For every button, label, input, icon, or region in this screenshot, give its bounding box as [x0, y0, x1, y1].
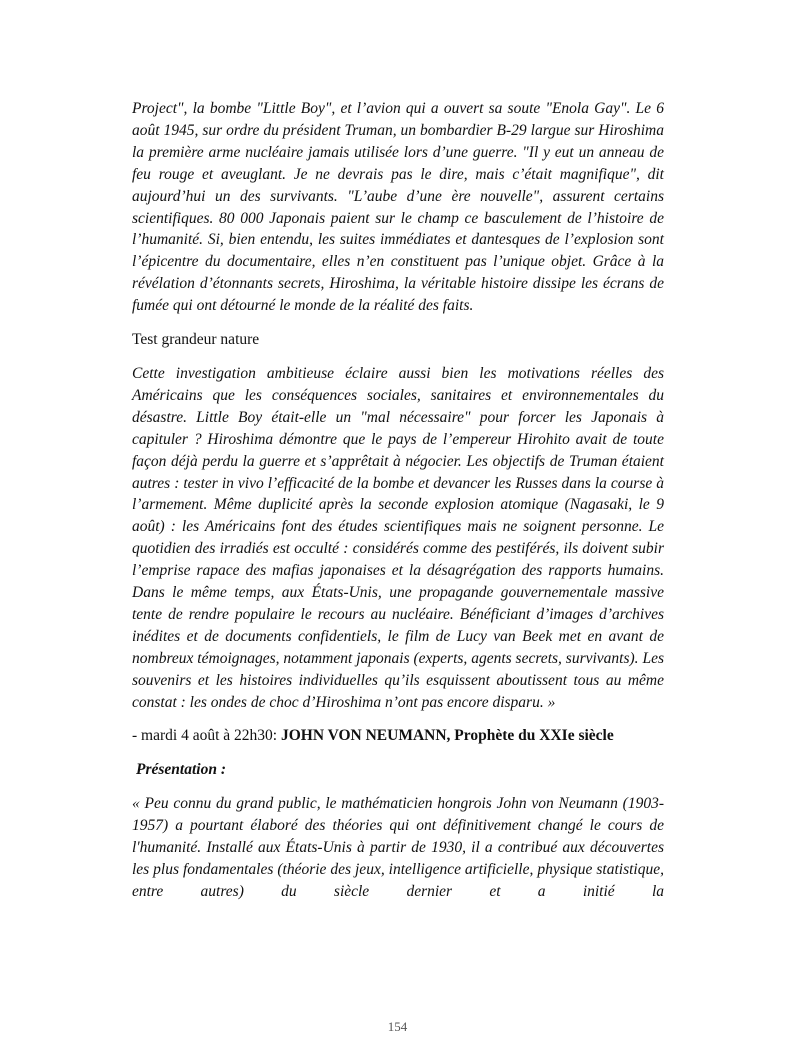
program-entry [132, 725, 664, 747]
program-date: - mardi 4 août à 22h30: [132, 727, 281, 745]
document-page [132, 98, 664, 903]
section-subheading: Test grandeur nature [132, 331, 260, 349]
body-paragraph: Project", la bombe "Little Boy", et l’avion qui a ouvert sa soute "Enola Gay". Le 6 août 1945, sur ordre du président Truman, un bombardier B-29 largue sur Hiroshima la première arme nucléaire jamais utilisée lors d’une guerre. "Il y eut un anneau de feu rouge et aveuglant. Je ne devrais pas le dire, mais c’était magnifique", dit aujourd’hui un des survivants. "L’aube d’une ère nouvelle", assurent certains scientifiques. 80 000 Japonais paient sur le champ ce basculement de l’histoire de l’humanité. Si, bien entendu, les suites immédiates et dantesques de l’explosion sont l’épicentre du documentaire, elles n’en constituent pas l’unique objet. Grâce à la révélation d’étonnants secrets, Hiroshima, la véritable histoire dissipe les écrans de fumée qui ont détourné le monde de la réalité des faits. [132, 100, 664, 315]
body-paragraph: « Peu connu du grand public, le mathématicien hongrois John von Neumann (1903-1957) a pourtant élaboré des théories qui ont définitivement changé le cours de l'humanité. Installé aux États-Unis à partir de 1930, il a contribué aux découvertes les plus fondamentales (théorie des jeux, intelligence artificielle, physique statistique, entre autres) du siècle dernier et a initié la [132, 795, 664, 900]
program-title: JOHN VON NEUMANN, Prophète du XXIe siècle [280, 727, 614, 745]
page-number: 154 [387, 1019, 408, 1034]
presentation-label: Présentation : [136, 761, 226, 779]
body-paragraph: Cette investigation ambitieuse éclaire aussi bien les motivations réelles des Américains que les conséquences sociales, sanitaires et environnementales du désastre. Little Boy était-elle un "mal nécessaire" pour forcer les Japonais à capituler ? Hiroshima démontre que le pays de l’empereur Hirohito avait de toute façon déjà perdu la guerre et s’apprêtait à négocier. Les objectifs de Truman étaient autres : tester in vivo l’efficacité de la bombe et devancer les Russes dans la course à l’armement. Même duplicité après la seconde explosion atomique (Nagasaki, le 9 août) : les Américains font des études scientifiques mais ne soignent personne. Le quotidien des irradiés est occulté : considérés comme des pestiférés, ils doivent subir l’emprise rapace des mafias japonaises et la désagrégation des rapports humains. Dans le même temps, aux États-Unis, une propagande gouvernementale massive tente de rendre populaire le recours au nucléaire. Bénéficiant d’images d’archives inédites et de documents confidentiels, le film de Lucy van Beek met en avant de nombreux témoignages, notamment japonais (experts, agents secrets, survivants). Les souvenirs et les histoires individuelles qu’ils esquissent aboutissent tous au même constat : les ondes de choc d’Hiroshima n’ont pas encore disparu. » [132, 364, 664, 711]
